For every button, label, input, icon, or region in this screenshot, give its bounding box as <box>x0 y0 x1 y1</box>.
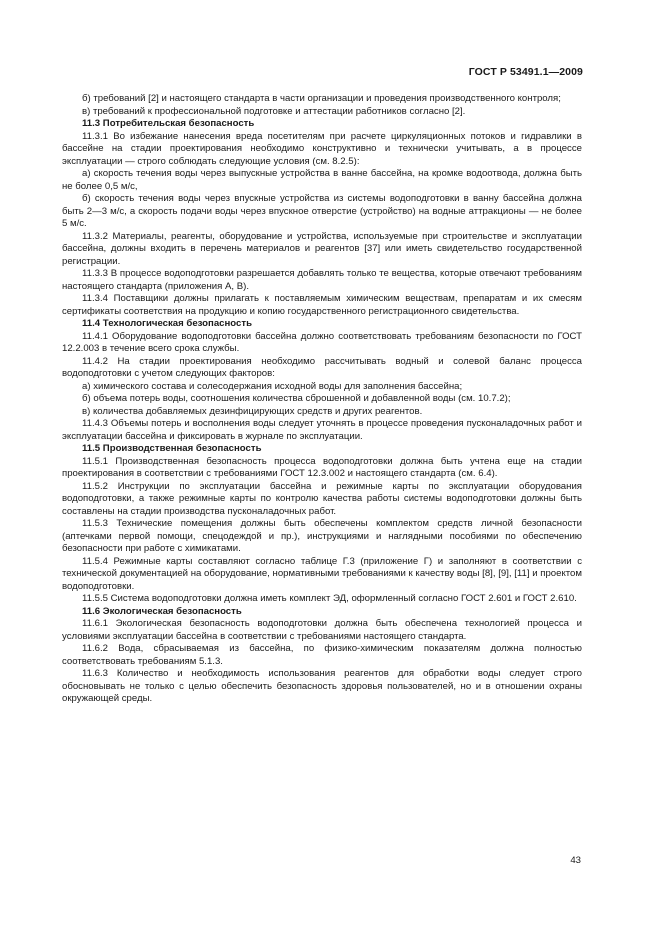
document-body <box>62 93 582 706</box>
page-number: 43 <box>570 855 581 866</box>
section-11-4-heading: 11.4 Технологическая безопасность <box>82 318 252 329</box>
para-11-6-1: 11.6.1 Экологическая безопасность водоподготовки должна быть обеспечена технологией процесса и условиями эксплуатации бассейна в соответствии с требованиями настоящего стандарта. <box>62 618 582 642</box>
para-11-3-4: 11.3.4 Поставщики должны прилагать к поставляемым химическим веществам, препаратам и их смесям сертификаты соответствия на продукцию и копию государственного регистрационного свидетельства. <box>62 293 582 317</box>
para-11-3-3: 11.3.3 В процессе водоподготовки разрешается добавлять только те вещества, которые отвечают требованиям настоящего стандарта (приложения А, В). <box>62 268 582 292</box>
para-11-3-2: 11.3.2 Материалы, реагенты, оборудование и устройства, используемые при строительстве и эксплуатации бассейна, должны входить в перечень материалов и реагентов [37] или иметь свидетельство государственной регистрации. <box>62 230 582 267</box>
para-11-6-3: 11.6.3 Количество и необходимость использования реагентов для обработки воды следует строго обосновывать не только с целью обеспечить безопасность здоровья пользователей, но и в отношении охраны окружающей среды. <box>62 668 582 704</box>
para-11-4-3: 11.4.3 Объемы потерь и восполнения воды следует уточнять в процессе проведения пусконаладочных работ и эксплуатации бассейна и фиксировать в журнале по эксплуатации. <box>62 418 582 442</box>
item-v-requirements: в) требований к профессиональной подготовке и аттестации работников согласно [2]. <box>82 105 466 117</box>
document-standard-id: ГОСТ Р 53491.1—2009 <box>468 66 583 78</box>
section-11-5-heading: 11.5 Производственная безопасность <box>82 443 262 454</box>
para-11-4-2-b: б) объема потерь воды, соотношения количества сброшенной и добавленной воды (см. 10.7.2); <box>82 393 511 404</box>
para-11-5-4: 11.5.4 Режимные карты составляют согласно таблице Г.3 (приложение Г) и заполняют в соответствии с технической документацией на оборудование, нормативными требованиями к качеству воды [8], [9], [11] и проектом водоподготовки. <box>62 555 582 592</box>
section-11-3-heading: 11.3 Потребительская безопасность <box>82 118 255 129</box>
para-11-3-1: 11.3.1 Во избежание нанесения вреда посетителям при расчете циркуляционных потоков и гидравлики в бассейне на стадии проектирования необходимо конструктивно и технически учитывать, а в процессе эксплуатации — строго соблюдать следующие условия (см. 8.2.5): <box>62 130 582 167</box>
para-11-5-5: 11.5.5 Система водоподготовки должна иметь комплект ЭД, оформленный согласно ГОСТ 2.601 и ГОСТ 2.610. <box>82 593 577 604</box>
para-11-4-1: 11.4.1 Оборудование водоподготовки бассейна должно соответствовать требованиям безопасности по ГОСТ 12.2.003 в течение всего срока службы. <box>62 330 582 354</box>
para-11-6-2: 11.6.2 Вода, сбрасываемая из бассейна, по физико-химическим показателям должна полностью соответствовать требованиям 5.1.3. <box>62 643 582 667</box>
item-b-requirements: б) требований [2] и настоящего стандарта в части организации и проведения производственного контроля; <box>82 93 561 104</box>
para-11-4-2: 11.4.2 На стадии проектирования необходимо рассчитывать водный и солевой баланс процесса водоподготовки с учетом следующих факторов: <box>62 355 582 379</box>
para-11-5-2: 11.5.2 Инструкции по эксплуатации бассейна и режимные карты по эксплуатации оборудования водоподготовки, а также режимные карты по контролю качества работы системы водоподготовки должны быть составлены на стадии производства пусконаладочных работ. <box>62 480 582 517</box>
para-11-3-1-b: б) скорость течения воды через впускные устройства из системы водоподготовки в ванну бассейна должна быть 2—3 м/с, а скорость подачи воды через впускное отверстие (устройство) на водные аттракционы — не более 5 м/с. <box>62 193 582 229</box>
para-11-5-1: 11.5.1 Производственная безопасность процесса водоподготовки должна быть учтена еще на стадии проектирования в соответствии с требованиями ГОСТ 12.3.002 и настоящего стандарта (см. 6.4). <box>62 455 582 479</box>
para-11-3-1-a: а) скорость течения воды через выпускные устройства в ванне бассейна, на кромке водоотвода, должна быть не более 0,5 м/с, <box>62 168 582 192</box>
para-11-5-3: 11.5.3 Технические помещения должны быть обеспечены комплектом средств личной безопасности (аптечками первой помощи, спецодеждой и пр.), инструкциями и наглядными пособиями по обеспечению безопасности при работе с химикатами. <box>62 518 582 554</box>
section-11-6-heading: 11.6 Экологическая безопасность <box>82 605 242 617</box>
para-11-4-2-v: в) количества добавляемых дезинфицирующих средств и других реагентов. <box>82 405 423 417</box>
para-11-4-2-a: а) химического состава и солесодержания исходной воды для заполнения бассейна; <box>82 380 463 392</box>
